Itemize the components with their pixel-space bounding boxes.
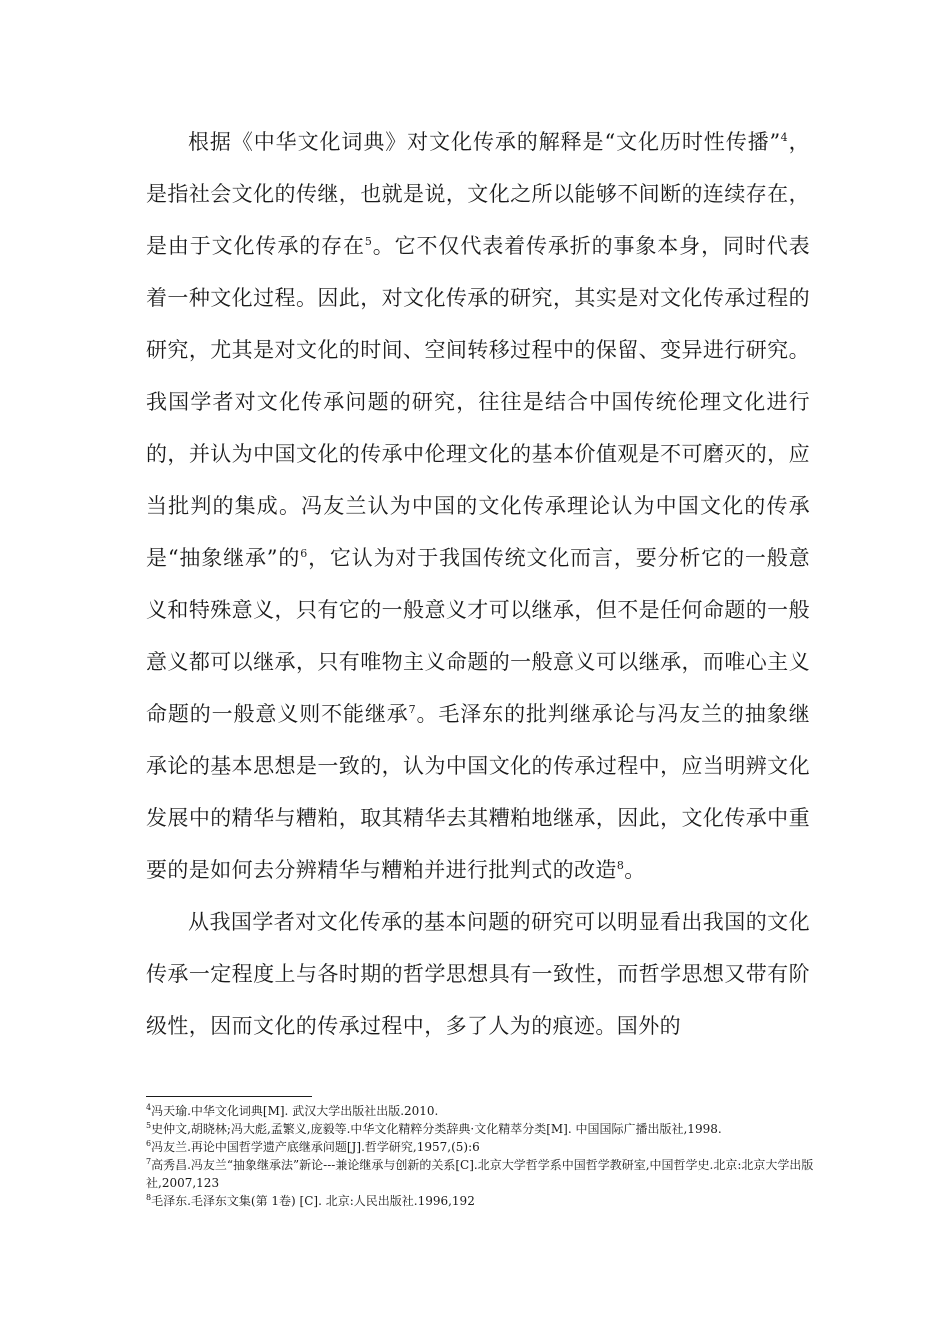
- footnote-ref-6[interactable]: 6: [300, 547, 308, 560]
- footnotes: [146, 1102, 814, 1210]
- footnote-ref-5[interactable]: 5: [364, 235, 373, 248]
- text-run: 从我国学者对文化传承的基本问题的研究可以明显看出我国的文化传承一定程度上与各时期的哲学思想具有一致性，而哲学思想又带有阶级性，因而文化的传承过程中，多了人为的痕迹。国外的: [146, 910, 810, 1038]
- text-run: 。毛泽东的批判继承论与冯友兰的抽象继承论的基本思想是一致的，认为中国文化的传承过程中，应当明辨文化发展中的精华与糟粕，取其精华去其糟粕地继承，因此，文化传承中重要的是如何去分辨精华与糟粕并进行批判式的改造: [146, 702, 810, 882]
- footnote-number: 6: [146, 1139, 152, 1148]
- text-run: ，它认为对于我国传统文化而言，要分析它的一般意义和特殊意义，只有它的一般意义才可以继承，但不是任何命题的一般意义都可以继承，只有唯物主义命题的一般意义可以继承，而唯心主义命题的一般意义则不能继承: [146, 546, 811, 726]
- text-run: 根据《中华文化词典》对文化传承的解释是“文化历时性传播”: [188, 130, 781, 154]
- footnote-8: [146, 1192, 814, 1210]
- footnote-number: 4: [146, 1103, 152, 1112]
- footnote-text: 史仲文,胡晓林;冯大彪,孟繁义,庞毅等.中华文化精粹分类辞典·文化精萃分类[M]. 中国国际广播出版社,1998.: [151, 1122, 722, 1136]
- footnote-number: 8: [146, 1193, 152, 1202]
- footnote-ref-7[interactable]: 7: [408, 703, 417, 716]
- footnote-text: 冯天瑜.中华文化词典[M]. 武汉大学出版社出版.2010.: [151, 1104, 439, 1118]
- footnote-text: 高秀昌.冯友兰“抽象继承法”新论---兼论继承与创新的关系[C].北京大学哲学系中国哲学教研室,中国哲学史.北京:北京大学出版社,2007,123: [146, 1158, 814, 1190]
- body-paragraph-1: [146, 116, 810, 896]
- footnote-7: [146, 1156, 814, 1192]
- footnote-text: 毛泽东.毛泽东文集(第 1卷) [C]. 北京:人民出版社.1996,192: [151, 1194, 475, 1208]
- text-run: 。它不仅代表着传承折的事象本身，同时代表着一种文化过程。因此，对文化传承的研究，其实是对文化传承过程的研究，尤其是对文化的时间、空间转移过程中的保留、变异进行研究。我国学者对文化传承问题的研究，往往是结合中国传统伦理文化进行的，并认为中国文化的传承中伦理文化的基本价值观是不可磨灭的，应当批判的集成。冯友兰认为中国的文化传承理论认为中国文化的传承是“抽象继承”的: [146, 234, 811, 570]
- footnote-ref-8[interactable]: 8: [616, 859, 625, 872]
- footnote-5: [146, 1120, 814, 1138]
- footnote-number: 7: [146, 1157, 152, 1166]
- text-run: ，是指社会文化的传继，也就是说，文化之所以能够不间断的连续存在，是由于文化传承的存在: [146, 130, 810, 258]
- text-run: 。: [624, 858, 646, 882]
- footnote-ref-4[interactable]: 4: [780, 131, 789, 144]
- footnote-number: 5: [146, 1121, 152, 1130]
- body-paragraph-2: [146, 896, 810, 1052]
- footnote-text: 冯友兰.再论中国哲学遗产底继承问题[J].哲学研究,1957,(5):6: [151, 1140, 480, 1154]
- footnote-4: [146, 1102, 814, 1120]
- body-text: [146, 116, 810, 1052]
- footnote-separator: [146, 1096, 312, 1097]
- footnote-6: [146, 1138, 814, 1156]
